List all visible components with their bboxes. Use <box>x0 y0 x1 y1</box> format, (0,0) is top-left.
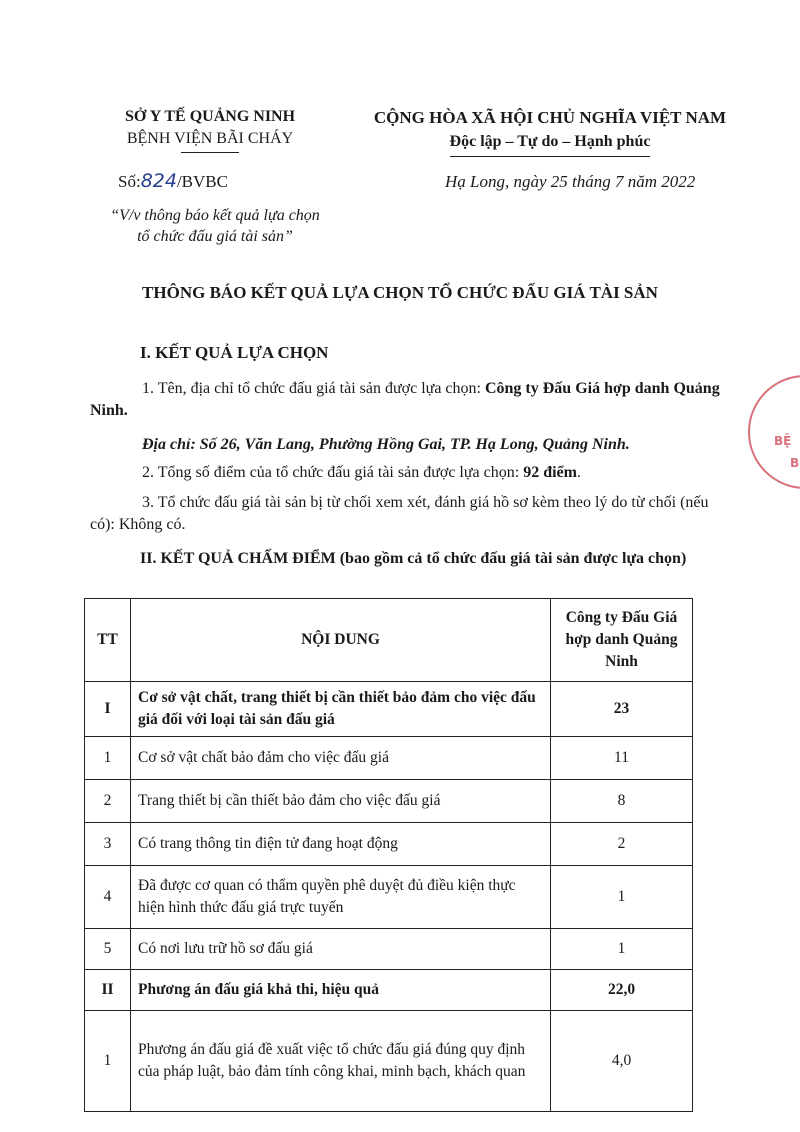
row-score: 1 <box>551 866 693 929</box>
seal-text <box>774 430 799 474</box>
section-1-heading: I. KẾT QUẢ LỰA CHỌN <box>140 343 329 362</box>
doc-number-suffix: /BVBC <box>176 172 228 191</box>
subject-line-2: tổ chức đấu giá tài sản” <box>137 228 293 245</box>
header-company: Công ty Đấu Giá hợp danh Quảng Ninh <box>551 599 693 682</box>
seal-text-line-2: B <box>790 456 800 470</box>
score-table <box>84 598 693 1112</box>
total-score-value: 92 điểm <box>523 464 577 481</box>
row-score: 23 <box>551 682 693 737</box>
row-tt: 1 <box>85 737 131 780</box>
subject-line-1: “V/v thông báo kết quả lựa chọn <box>110 207 320 224</box>
selected-org-address: Địa chỉ: Số 26, Văn Lang, Phường Hồng Gai, TP. Hạ Long, Quảng Ninh. <box>142 436 630 453</box>
row-content: Có trang thông tin điện tử đang hoạt động <box>131 823 551 866</box>
row-tt: 3 <box>85 823 131 866</box>
seal-text-line-1: BỆ <box>774 434 792 448</box>
total-score-end: . <box>576 464 581 481</box>
motto: Độc lập – Tự do – Hạnh phúc <box>449 133 651 150</box>
country-name: CỘNG HÒA XÃ HỘI CHỦ NGHĨA VIỆT NAM <box>373 108 727 127</box>
row-score: 4,0 <box>551 1011 693 1112</box>
issuing-organization <box>95 106 325 153</box>
row-tt: 4 <box>85 866 131 929</box>
org-name: BỆNH VIỆN BÃI CHÁY <box>126 130 294 147</box>
row-content: Cơ sở vật chất, trang thiết bị cần thiết bảo đảm cho việc đấu giá đối với loại tài sản đấu giá <box>131 682 551 737</box>
document-subject <box>80 205 350 247</box>
paragraph-rejected: 3. Tổ chức đấu giá tài sản bị từ chối xem xét, đánh giá hồ sơ kèm theo lý do từ chối (nếu có): Không có. <box>90 494 709 533</box>
row-content: Trang thiết bị cần thiết bảo đảm cho việc đấu giá <box>131 780 551 823</box>
table-row <box>85 866 693 929</box>
row-content: Có nơi lưu trữ hồ sơ đấu giá <box>131 929 551 970</box>
selected-org-label: 1. Tên, địa chỉ tổ chức đấu giá tài sản được lựa chọn: <box>142 380 485 397</box>
table-row <box>85 823 693 866</box>
paragraph-total-score <box>142 462 581 484</box>
paragraph-selected-org <box>90 378 730 422</box>
total-score-label: 2. Tổng số điểm của tổ chức đấu giá tài sản được lựa chọn: <box>142 464 524 481</box>
org-underline <box>181 152 239 153</box>
section-2-heading: II. KẾT QUẢ CHẤM ĐIỂM (bao gồm cả tổ chức đấu giá tài sản được lựa chọn) <box>140 550 687 567</box>
table-row <box>85 970 693 1011</box>
table-row <box>85 780 693 823</box>
document-number <box>118 170 228 192</box>
row-tt: 2 <box>85 780 131 823</box>
table-row <box>85 682 693 737</box>
motto-underline <box>450 156 650 157</box>
selected-org-name: Công ty Đấu Giá hợp danh Quảng Ninh. <box>90 380 720 419</box>
document-date: Hạ Long, ngày 25 tháng 7 năm 2022 <box>445 172 696 191</box>
doc-number-handwritten: 824 <box>140 170 177 192</box>
row-score: 8 <box>551 780 693 823</box>
header-tt: TT <box>85 599 131 682</box>
row-tt: II <box>85 970 131 1011</box>
row-content: Đã được cơ quan có thẩm quyền phê duyệt đủ điều kiện thực hiện hình thức đấu giá trực tuyến <box>131 866 551 929</box>
row-score: 11 <box>551 737 693 780</box>
row-tt: 5 <box>85 929 131 970</box>
table-row <box>85 1011 693 1112</box>
table-row <box>85 737 693 780</box>
row-score: 22,0 <box>551 970 693 1011</box>
row-tt: 1 <box>85 1011 131 1112</box>
doc-number-prefix: Số: <box>118 172 141 191</box>
header-content: NỘI DUNG <box>131 599 551 682</box>
row-content: Phương án đấu giá đề xuất việc tổ chức đấu giá đúng quy định của pháp luật, bảo đảm tính công khai, minh bạch, khách quan <box>131 1011 551 1112</box>
org-parent: SỞ Y TẾ QUẢNG NINH <box>124 108 296 125</box>
row-score: 2 <box>551 823 693 866</box>
row-content: Phương án đấu giá khả thi, hiệu quả <box>131 970 551 1011</box>
row-score: 1 <box>551 929 693 970</box>
row-content: Cơ sở vật chất bảo đảm cho việc đấu giá <box>131 737 551 780</box>
table-row <box>85 929 693 970</box>
national-motto <box>345 106 755 157</box>
document-title: THÔNG BÁO KẾT QUẢ LỰA CHỌN TỔ CHỨC ĐẤU GIÁ TÀI SẢN <box>142 283 658 302</box>
row-tt: I <box>85 682 131 737</box>
table-header-row <box>85 599 693 682</box>
